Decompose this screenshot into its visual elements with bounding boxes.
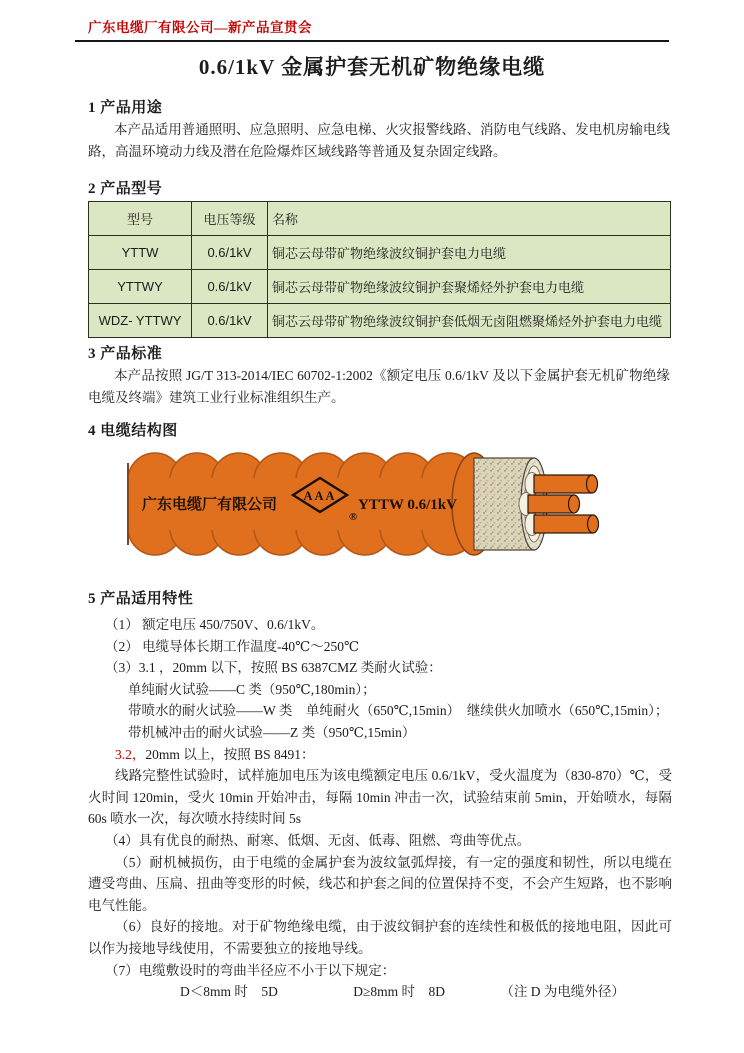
voltage-cell: 0.6/1kV: [192, 236, 268, 270]
copper-conductors: [528, 475, 599, 533]
certification-mark-text: AAA: [303, 489, 337, 503]
feature-list: [88, 614, 672, 1003]
feature-item-1: （1） 额定电压 450/750V、0.6/1kV。: [105, 617, 325, 632]
feature-item-2: （2） 电缆导体长期工作温度-40℃～250℃: [105, 638, 360, 654]
column-header-model: 型号: [89, 202, 192, 236]
name-cell: 铜芯云母带矿物绝缘波纹铜护套低烟无卤阻燃聚烯烃外护套电力电缆: [268, 304, 671, 338]
bend-radius-line: [88, 981, 672, 1003]
model-cell: YTTWY: [89, 270, 192, 304]
clause-3-2-number: 3.2，: [115, 746, 146, 762]
circuit-integrity-paragraph: 线路完整性试验时，试样施加电压为该电缆额定电压 0.6/1kV，受火温度为（830-870）℃，受火时间 120min，受火 10min 开始冲击，每隔 10min 冲击一次，试验结束前 5min，开始喷水，每隔 60s 喷水一次，每次喷水持续时间 5s: [88, 768, 672, 827]
header-rule: [75, 40, 669, 42]
feature-item-4: （4）具有优良的耐热、耐寒、低烟、无卤、低毒、阻燃、弯曲等优点。: [105, 832, 531, 848]
product-model-table: [88, 201, 671, 338]
conductor-middle-cap: [569, 495, 580, 513]
name-cell: 铜芯云母带矿物绝缘波纹铜护套聚烯烃外护套电力电缆: [268, 270, 671, 304]
column-header-name: 名称: [268, 202, 671, 236]
registered-mark: ®: [349, 511, 358, 523]
fire-test-line-w: 带喷水的耐火试验——W 类 单纯耐火（650℃,15min） 继续供火加喷水（650℃,15min）；: [128, 703, 669, 719]
clause-3-2-text: 20mm 以上，按照 BS 8491：: [145, 746, 315, 762]
section-4-heading: 4 电缆结构图: [88, 423, 178, 439]
feature-item-3: （3）3.1 ，20mm 以下，按照 BS 6387CMZ 类耐火试验：: [105, 660, 442, 676]
voltage-cell: 0.6/1kV: [192, 270, 268, 304]
bend-rule-large: D≥8mm 时 8D: [353, 984, 446, 1000]
feature-item-6: （6）良好的接地。对于矿物绝缘电缆，由于波纹铜护套的连续性和极低的接地电阻，因此可以作为接地导线使用，不需要独立的接地导线。: [88, 919, 672, 956]
cable-model-text: YTTW 0.6/1kV: [358, 497, 457, 513]
model-cell: YTTW: [89, 236, 192, 270]
section-3-heading: 3 产品标准: [88, 346, 163, 362]
feature-item-5: （5）耐机械损伤，由于电缆的金属护套为波纹氩弧焊接，有一定的强度和韧性，所以电缆在遭受弯曲、压扁、扭曲等变形的时候，线芯和护套之间的位置保持不变，不会产生短路，也不影响电气性能。: [88, 854, 672, 913]
conductor-bottom-cap: [588, 515, 599, 533]
feature-item-7: （7）电缆敷设时的弯曲半径应不小于以下规定：: [105, 962, 396, 978]
cable-structure-figure: [118, 447, 618, 572]
table-row: [89, 270, 671, 304]
table-row: [89, 304, 671, 338]
bend-rule-note: （注 D 为电缆外径）: [500, 984, 625, 1000]
section-3-paragraph: 本产品按照 JG/T 313-2014/IEC 60702-1:2002《额定电压 0.6/1kV 及以下金属护套无机矿物绝缘电缆及终端》建筑工业行业标准组织生产。: [88, 368, 670, 405]
section-2-heading: 2 产品型号: [88, 181, 163, 197]
table-header-row: [89, 202, 671, 236]
brand-text: 广东电缆厂有限公司: [142, 497, 278, 513]
conductor-bottom: [534, 515, 593, 533]
fire-test-line-z: 带机械冲击的耐火试验——Z 类（950℃,15min）: [128, 724, 416, 740]
name-cell: 铜芯云母带矿物绝缘波纹铜护套电力电缆: [268, 236, 671, 270]
bend-rule-small: D＜8mm 时 5D: [180, 984, 278, 1000]
section-1-heading: 1 产品用途: [88, 100, 163, 116]
clause-3-2-line: [88, 744, 672, 766]
page-title: 0.6/1kV 金属护套无机矿物绝缘电缆: [198, 55, 546, 79]
model-cell: WDZ- YTTWY: [89, 304, 192, 338]
header-slogan: 广东电缆厂有限公司—新产品宣贯会: [88, 20, 312, 35]
table-row: [89, 236, 671, 270]
voltage-cell: 0.6/1kV: [192, 304, 268, 338]
column-header-voltage: 电压等级: [192, 202, 268, 236]
section-1-paragraph: 本产品适用普通照明、应急照明、应急电梯、火灾报警线路、消防电气线路、发电机房输电线路，高温环境动力线及潜在危险爆炸区域线路等普通及复杂固定线路。: [88, 122, 670, 159]
section-5-heading: 5 产品适用特性: [88, 591, 194, 607]
conductor-middle: [528, 495, 574, 513]
conductor-top-cap: [587, 475, 598, 493]
fire-test-line-c: 单纯耐火试验——C 类（950℃,180min）；: [128, 681, 376, 697]
conductor-top: [534, 475, 592, 493]
